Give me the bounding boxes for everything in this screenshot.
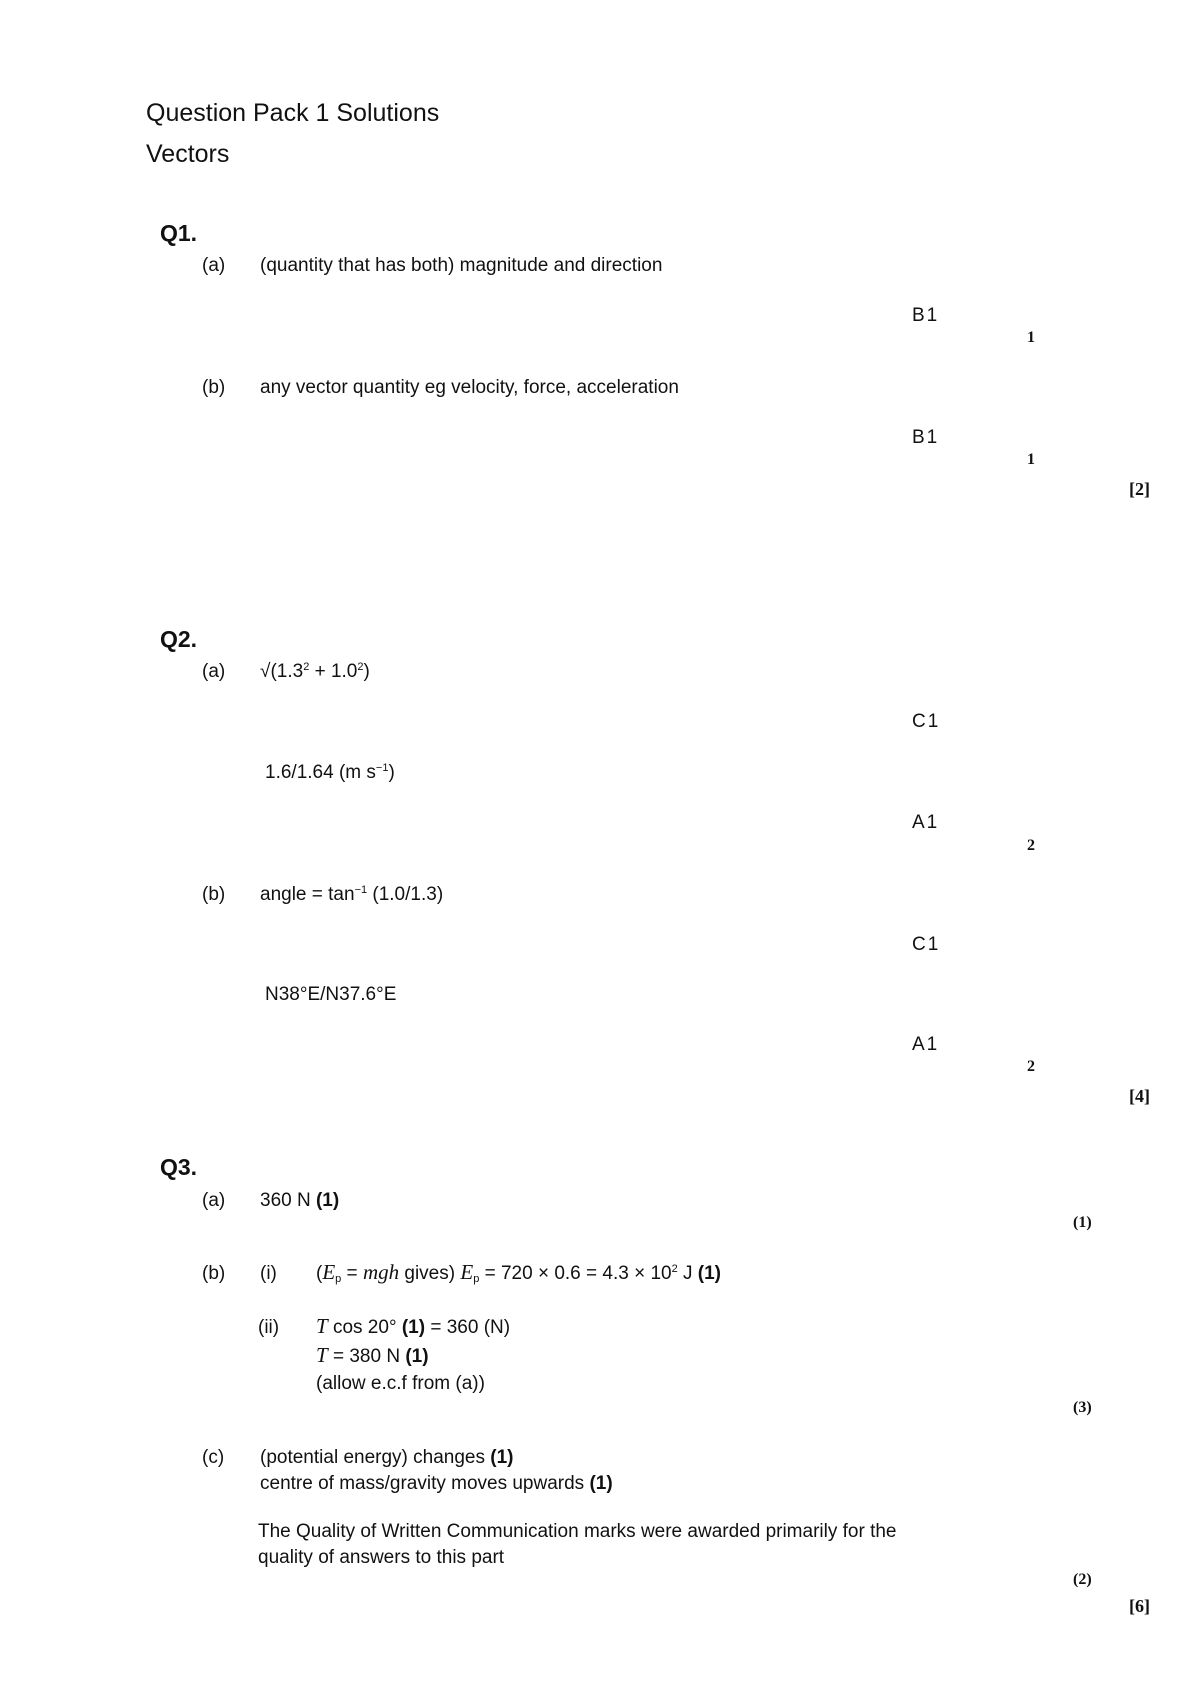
q3-part-c-label: (c) bbox=[202, 1447, 225, 1468]
q1-part-b-marks: 1 bbox=[1027, 451, 1035, 468]
q1-part-a-label: (a) bbox=[202, 255, 226, 276]
q3-part-c-marks: (2) bbox=[1073, 1571, 1092, 1588]
q1-part-a-marks: 1 bbox=[1027, 329, 1035, 346]
q2-part-a-marks: 2 bbox=[1027, 837, 1035, 854]
sqrt-symbol: √ bbox=[260, 661, 271, 682]
q3-part-b-i-label: (i) bbox=[260, 1263, 277, 1284]
q3-part-b-ii-line2: T = 380 N (1) bbox=[316, 1343, 429, 1367]
q3-part-a-label: (a) bbox=[202, 1190, 226, 1211]
q3-part-b-ii-line3: (allow e.c.f from (a)) bbox=[316, 1373, 485, 1394]
q2-part-a-line1: $√(1.3^2 + 1.0^2)$ bbox=[260, 661, 370, 682]
q3-part-a-marks: (1) bbox=[1073, 1214, 1092, 1231]
q3-part-c-note-line1: The Quality of Written Communication marks were awarded primarily for the bbox=[258, 1521, 897, 1542]
q2-part-b-mark-code-1: C1 bbox=[912, 934, 941, 955]
q1-part-b-answer: any vector quantity eg velocity, force, acceleration bbox=[260, 377, 679, 398]
q1-part-b-label: (b) bbox=[202, 377, 226, 398]
q3-part-c-line1: (potential energy) changes (1) bbox=[260, 1447, 514, 1468]
q2-part-a-mark-code-1: C1 bbox=[912, 711, 941, 732]
q2-part-b-marks: 2 bbox=[1027, 1058, 1035, 1075]
q2-heading: Q2. bbox=[160, 626, 198, 652]
q3-heading: Q3. bbox=[160, 1154, 198, 1180]
q3-part-b-label: (b) bbox=[202, 1263, 226, 1284]
q2-part-a-line2: 1.6/1.64 (m $s^{-1}$) bbox=[265, 762, 395, 783]
q3-part-b-i-answer: ($E_p$ = mgh gives) $E_p = 720 \times 0.6 = 4.3 \times 10^2$ J (1) bbox=[316, 1260, 722, 1285]
q2-part-b-mark-code-2: A1 bbox=[912, 1034, 940, 1055]
document-subtitle: Vectors bbox=[146, 140, 230, 168]
q3-part-b-ii-label: (ii) bbox=[258, 1317, 280, 1338]
document-title: Question Pack 1 Solutions bbox=[146, 99, 440, 127]
q3-part-a-answer: 360 N (1) bbox=[260, 1190, 340, 1211]
q2-part-a-label: (a) bbox=[202, 661, 226, 682]
q3-part-b-marks: (3) bbox=[1073, 1399, 1092, 1416]
q2-part-a-mark-code-2: A1 bbox=[912, 812, 940, 833]
q1-total: [2] bbox=[1129, 479, 1150, 499]
q3-part-b-ii-line1: T cos 20° (1) = 360 (N) bbox=[316, 1314, 511, 1338]
q2-part-b-line2: N38°E/N37.6°E bbox=[265, 984, 397, 1005]
q2-part-b-label: (b) bbox=[202, 884, 226, 905]
q3-part-c-line2: centre of mass/gravity moves upwards (1) bbox=[260, 1473, 613, 1494]
q1-part-b-mark-code: B1 bbox=[912, 427, 940, 448]
q3-part-c-note-line2: quality of answers to this part bbox=[258, 1547, 505, 1568]
q1-part-a-answer: (quantity that has both) magnitude and direction bbox=[260, 255, 663, 276]
q1-part-a-mark-code: B1 bbox=[912, 305, 940, 326]
q1-heading: Q1. bbox=[160, 220, 198, 246]
q3-total: [6] bbox=[1129, 1596, 1150, 1616]
q2-part-b-line1: angle = $\tan^{-1} (1.0/1.3)$ bbox=[260, 884, 444, 905]
q2-total: [4] bbox=[1129, 1086, 1150, 1106]
